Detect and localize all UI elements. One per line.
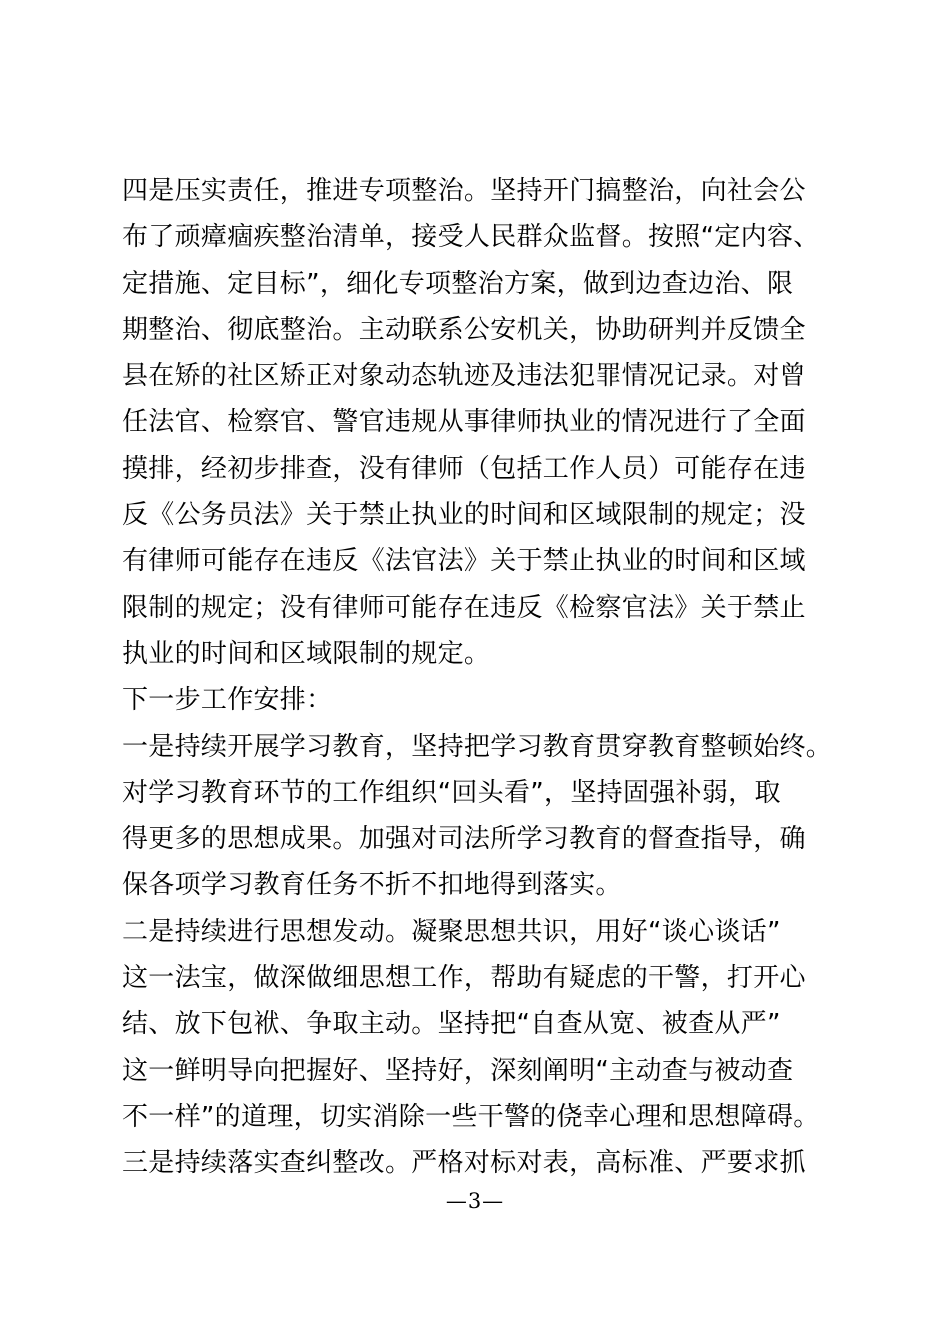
text-line: 这一法宝，做深做细思想工作，帮助有疑虑的干警，打开心 [122,963,806,994]
text-line: 保各项学习教育任务不折不扣地得到落实。 [122,870,622,901]
text-line: 这一鲜明导向把握好、坚持好，深刻阐明“主动查与被动查 [122,1055,794,1086]
text-line: 反《公务员法》关于禁止执业的时间和区域限制的规定；没 [122,500,806,531]
text-line: 一是持续开展学习教育，坚持把学习教育贯穿教育整顿始终。 [122,731,833,762]
page-number: —3— [445,1189,505,1213]
text-line: 二是持续进行思想发动。凝聚思想共识，用好“谈心谈话” [122,916,781,947]
text-line: 限制的规定；没有律师可能存在违反《检察官法》关于禁止 [122,592,806,623]
section-heading: 下一步工作安排： [122,685,333,716]
text-line: 得更多的思想成果。加强对司法所学习教育的督查指导，确 [122,824,806,855]
text-line: 三是持续落实查纠整改。严格对标对表，高标准、严要求抓 [122,1148,806,1179]
text-line: 期整治、彻底整治。主动联系公安机关，协助研判并反馈全 [122,314,806,345]
text-line: 摸排，经初步排查，没有律师（包括工作人员）可能存在违 [122,453,806,484]
text-line: 结、放下包袱、争取主动。坚持把“自查从宽、被查从严” [122,1009,781,1040]
text-line: 执业的时间和区域限制的规定。 [122,638,491,669]
text-line: 不一样”的道理，切实消除一些干警的侥幸心理和思想障碍。 [122,1101,820,1132]
body-text [122,168,832,1187]
text-line: 定措施、定目标”，细化专项整治方案，做到边查边治、限 [122,268,794,299]
text-line: 任法官、检察官、警官违规从事律师执业的情况进行了全面 [122,407,806,438]
text-line: 对学习教育环节的工作组织“回头看”，坚持固强补弱，取 [122,777,781,808]
text-line: 有律师可能存在违反《法官法》关于禁止执业的时间和区域 [122,546,806,577]
text-line: 布了顽瘴痼疾整治清单，接受人民群众监督。按照“定内容、 [122,222,820,253]
text-line: 县在矫的社区矫正对象动态轨迹及违法犯罪情况记录。对曾 [122,361,806,392]
text-line: 四是压实责任，推进专项整治。坚持开门搞整治，向社会公 [122,176,806,206]
